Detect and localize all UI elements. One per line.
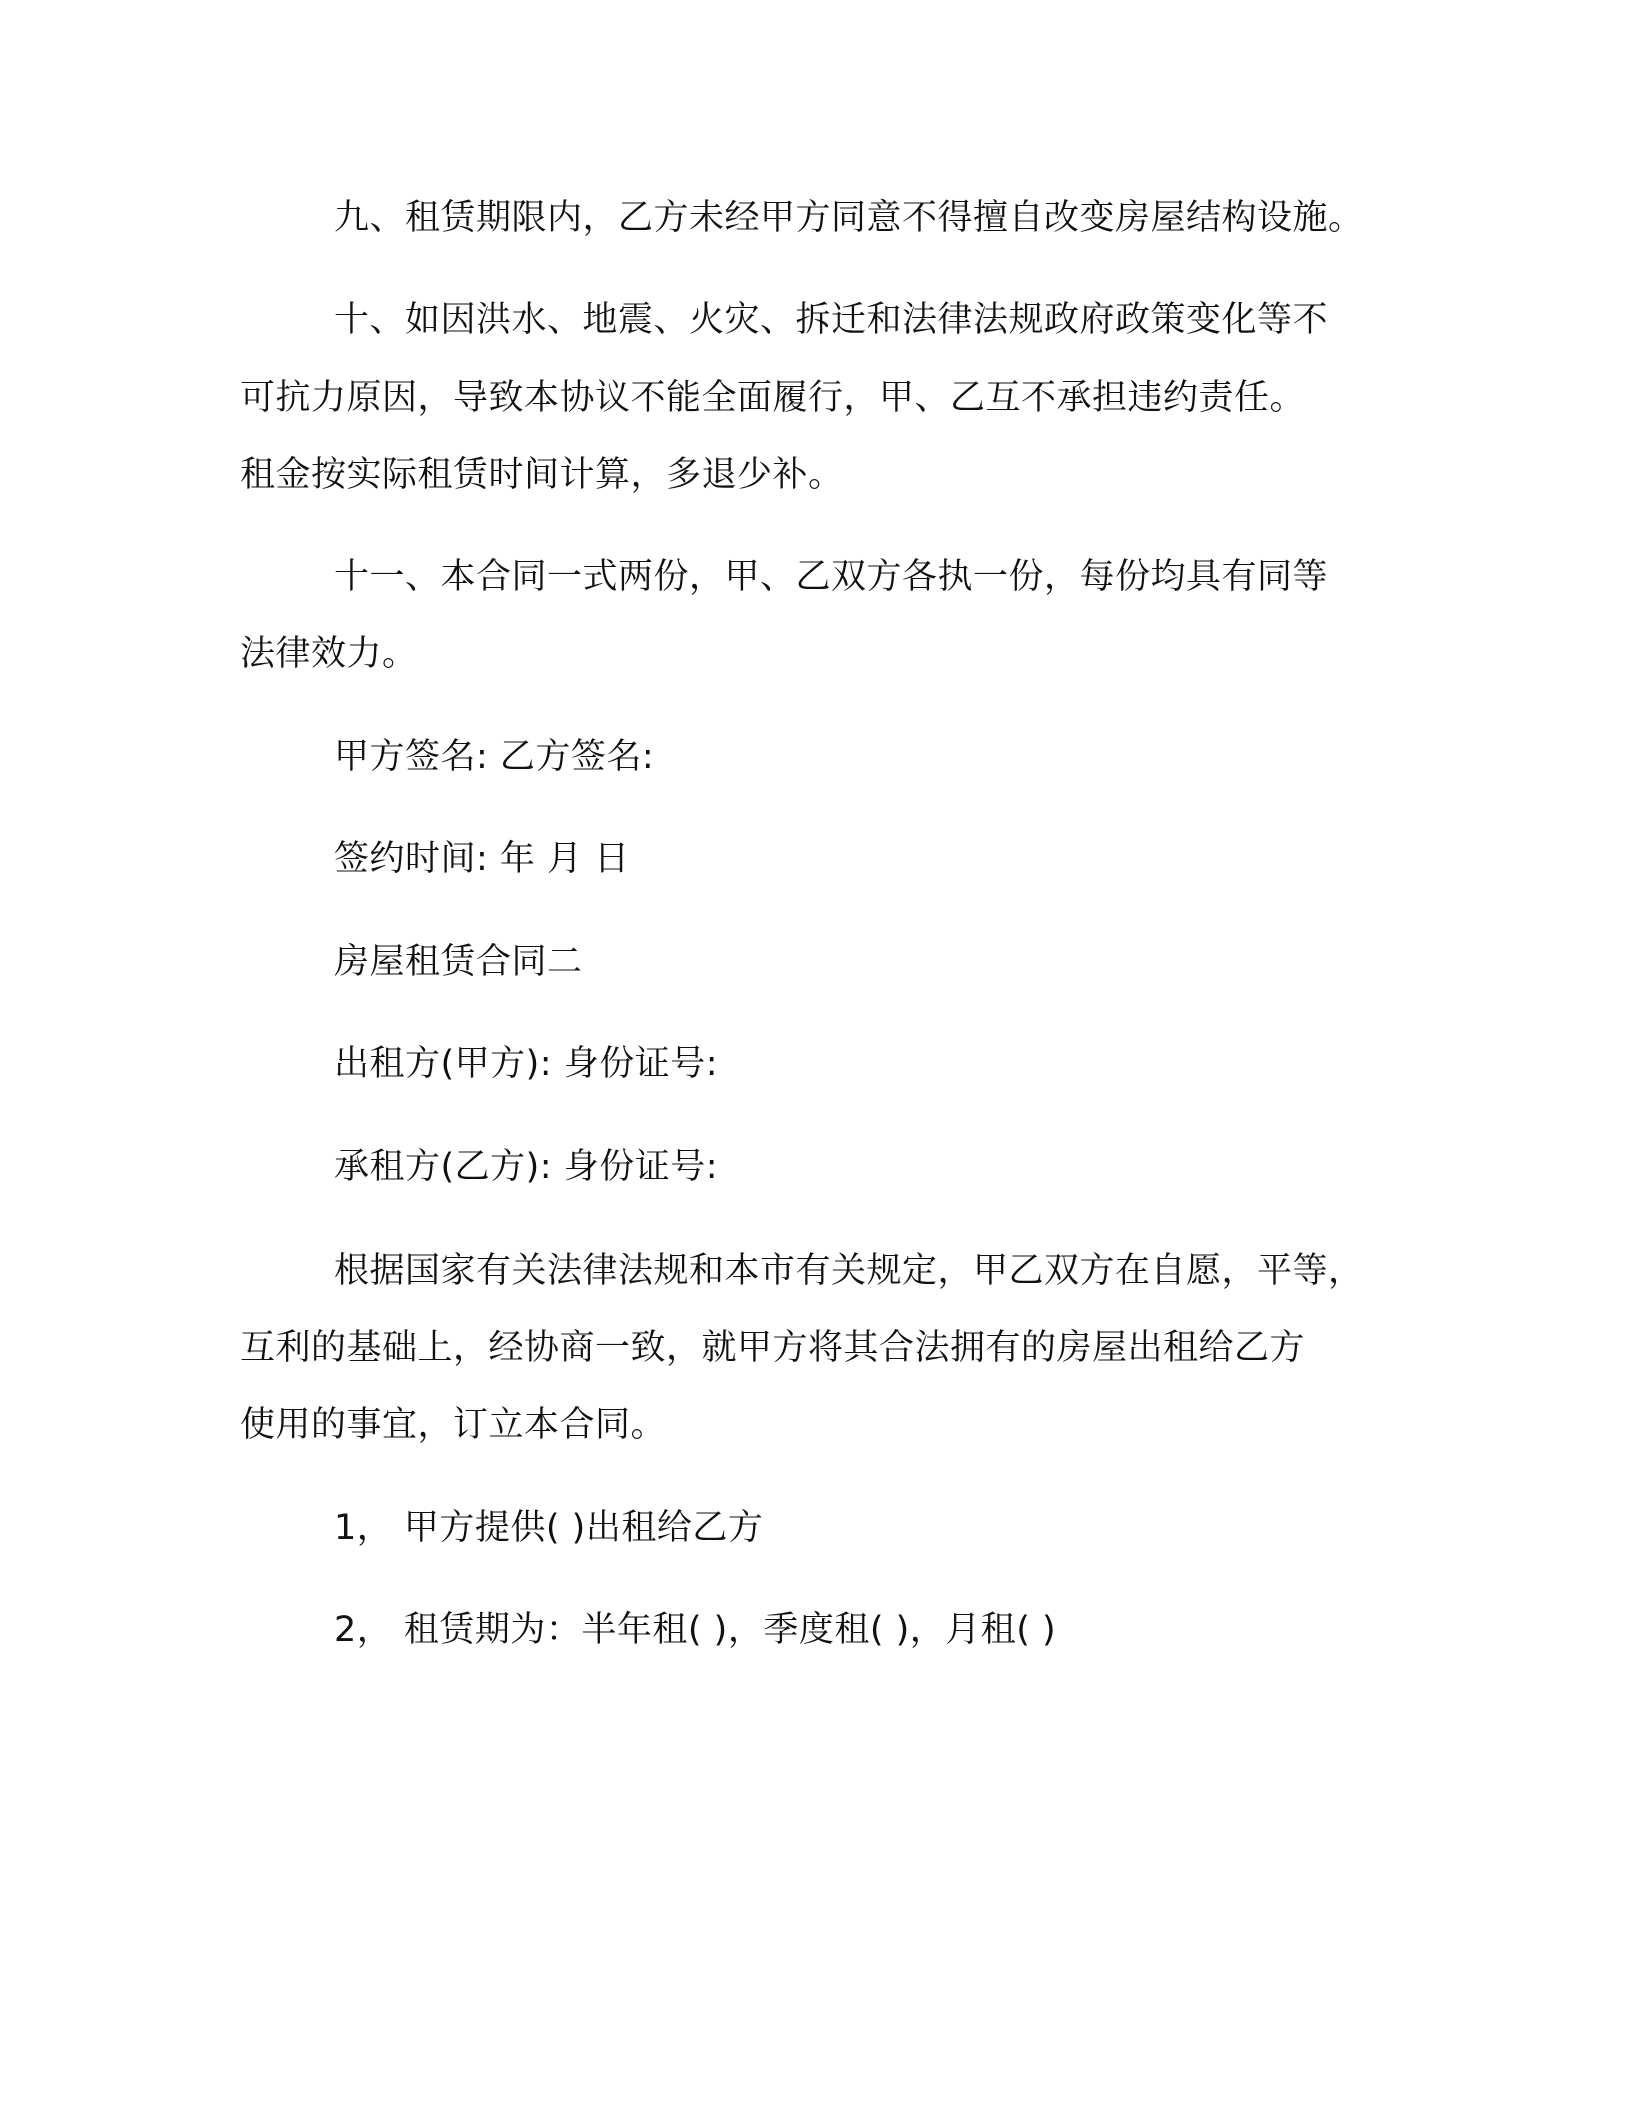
preamble-line-3: 使用的事宜，订立本合同。: [240, 1405, 667, 1445]
clause-10-line-2: 可抗力原因，导致本协议不能全面履行，甲、乙互不承担违约责任。: [240, 378, 1306, 418]
sign-date-line: 签约时间: 年 月 日: [334, 839, 630, 879]
clause-11-line-2: 法律效力。: [240, 634, 418, 674]
item-2-line: 2， 租赁期为：半年租( )，季度租( )，月租( ): [334, 1610, 1057, 1650]
lessor-line: 出租方(甲方): 身份证号:: [334, 1044, 719, 1084]
clause-10-line-3: 租金按实际租赁时间计算，多退少补。: [240, 455, 844, 495]
preamble-line-2: 互利的基础上，经协商一致，就甲方将其合法拥有的房屋出租给乙方: [240, 1328, 1306, 1368]
contract-2-title: 房屋租赁合同二: [334, 942, 583, 982]
item-1-line: 1， 甲方提供( )出租给乙方: [334, 1508, 764, 1548]
lessee-line: 承租方(乙方): 身份证号:: [334, 1147, 719, 1187]
signature-line: 甲方签名: 乙方签名:: [334, 737, 655, 777]
clause-10-line-1: 十、如因洪水、地震、火灾、拆迁和法律法规政府政策变化等不: [334, 300, 1329, 340]
clause-11-line-1: 十一、本合同一式两份，甲、乙双方各执一份，每份均具有同等: [334, 557, 1329, 597]
preamble-line-1: 根据国家有关法律法规和本市有关规定，甲乙双方在自愿，平等，: [334, 1251, 1364, 1291]
clause-9-line-1: 九、租赁期限内，乙方未经甲方同意不得擅自改变房屋结构设施。: [334, 198, 1364, 238]
